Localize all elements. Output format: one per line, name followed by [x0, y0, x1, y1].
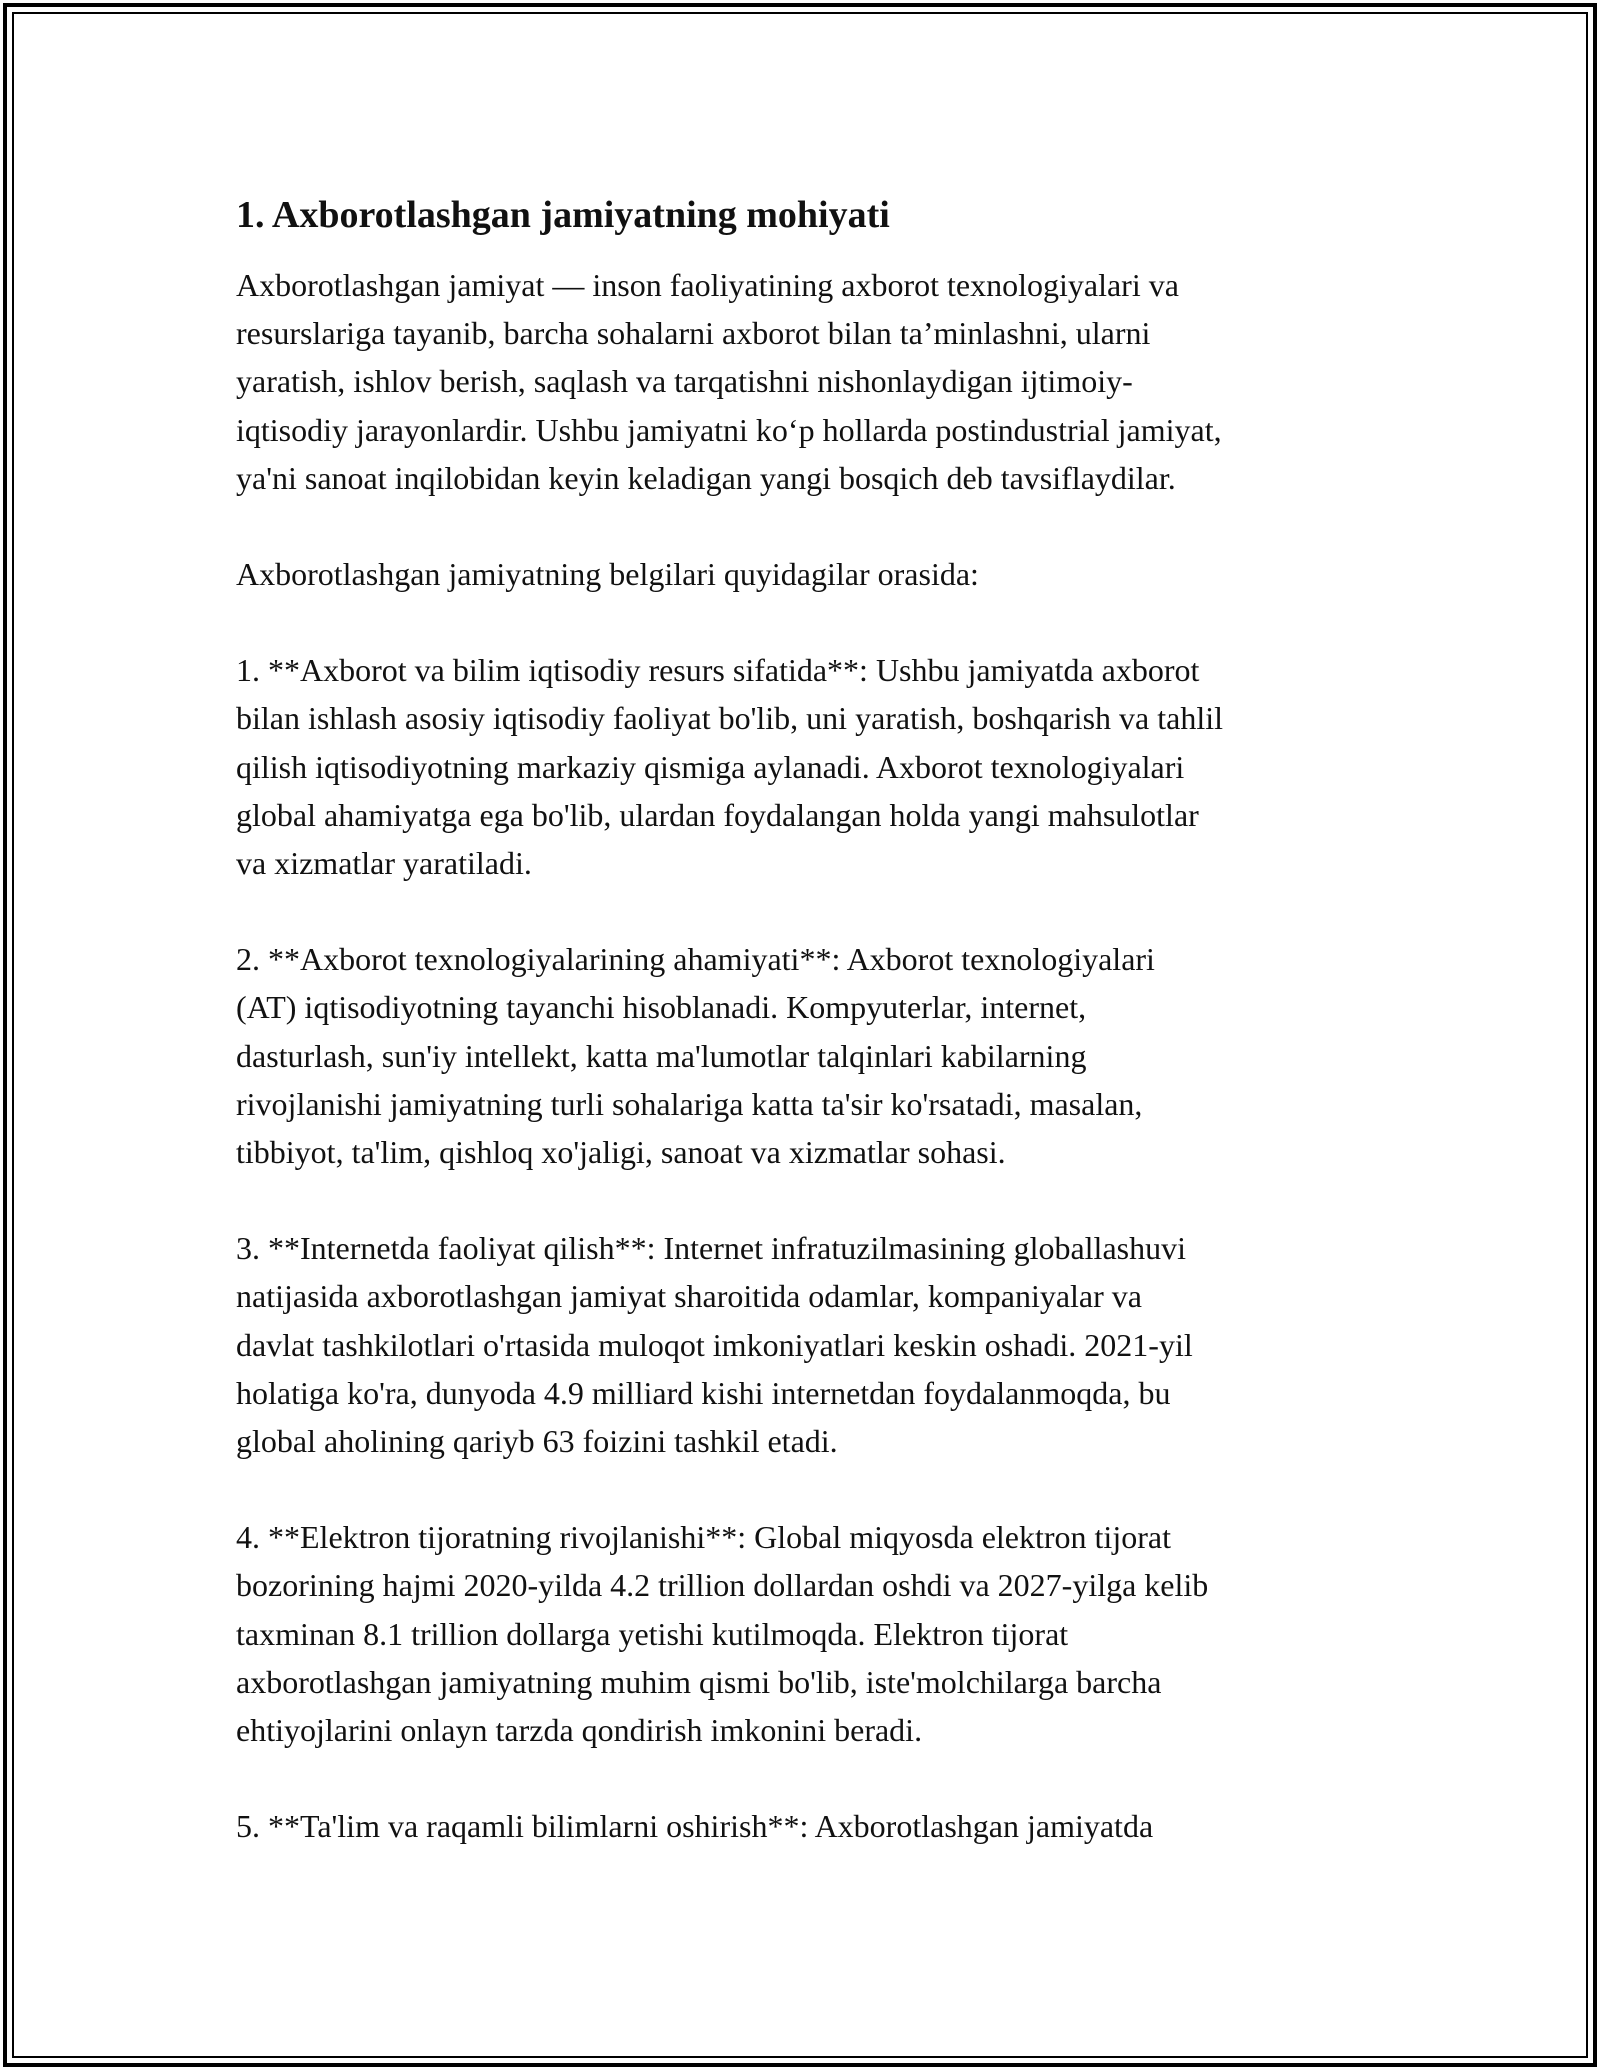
list-item-2: 2. **Axborot texnologiyalarining ahamiyati**: Axborot texnologiyalari (AT) iqtisodiyotning tayanchi hisoblanadi. Kompyuterlar, internet, dasturlash, sun'iy intellekt, katta ma'lumotlar talqinlari kabilarning rivojlanishi jamiyatning turli sohalariga katta ta'sir ko'rsatadi, masalan, tibbiyot, ta'lim, qishloq xo'jaligi, sanoat va xizmatlar sohasi.: [236, 941, 1155, 1171]
list-item-5: 5. **Ta'lim va raqamli bilimlarni oshirish**: Axborotlashgan jamiyatda: [236, 1808, 1154, 1845]
list-item-4: 4. **Elektron tijoratning rivojlanishi**: Global miqyosda elektron tijorat bozorining hajmi 2020-yilda 4.2 trillion dollardan oshdi va 2027-yilga kelib taxminan 8.1 trillion dollarga yetishi kutilmoqda. Elektron tijorat axborotlashgan jamiyatning muhim qismi bo'lib, iste'molchilarga barcha ehtiyojlarini onlayn tarzda qondirish imkonini beradi.: [236, 1519, 1209, 1749]
features-lead-paragraph: Axborotlashgan jamiyatning belgilari quyidagilar orasida:: [236, 556, 979, 593]
document-body: [236, 185, 1376, 1898]
list-item-1: 1. **Axborot va bilim iqtisodiy resurs sifatida**: Ushbu jamiyatda axborot bilan ishlash asosiy iqtisodiy faoliyat bo'lib, uni yaratish, boshqarish va tahlil qilish iqtisodiyotning markaziy qismiga aylanadi. Axborot texnologiyalari global ahamiyatga ega bo'lib, ulardan foydalangan holda yangi mahsulotlar va xizmatlar yaratiladi.: [236, 652, 1223, 882]
list-item-3: 3. **Internetda faoliyat qilish**: Internet infratuzilmasining globallashuvi natijasida axborotlashgan jamiyat sharoitida odamlar, kompaniyalar va davlat tashkilotlari o'rtasida muloqot imkoniyatlari keskin oshadi. 2021-yil holatiga ko'ra, dunyoda 4.9 milliard kishi internetdan foydalanmoqda, bu global aholining qariyb 63 foizini tashkil etadi.: [236, 1230, 1193, 1460]
intro-paragraph: Axborotlashgan jamiyat — inson faoliyatining axborot texnologiyalari va resurslariga tayanib, barcha sohalarni axborot bilan ta’minlashni, ularni yaratish, ishlov berish, saqlash va tarqatishni nishonlaydigan ijtimoiy- iqtisodiy jarayonlardir. Ushbu jamiyatni ko‘p hollarda postindustrial jamiyat, ya'ni sanoat inqilobidan keyin keladigan yangi bosqich deb tavsiflaydilar.: [236, 267, 1222, 496]
section-title: 1. Axborotlashgan jamiyatning mohiyati: [236, 194, 890, 236]
